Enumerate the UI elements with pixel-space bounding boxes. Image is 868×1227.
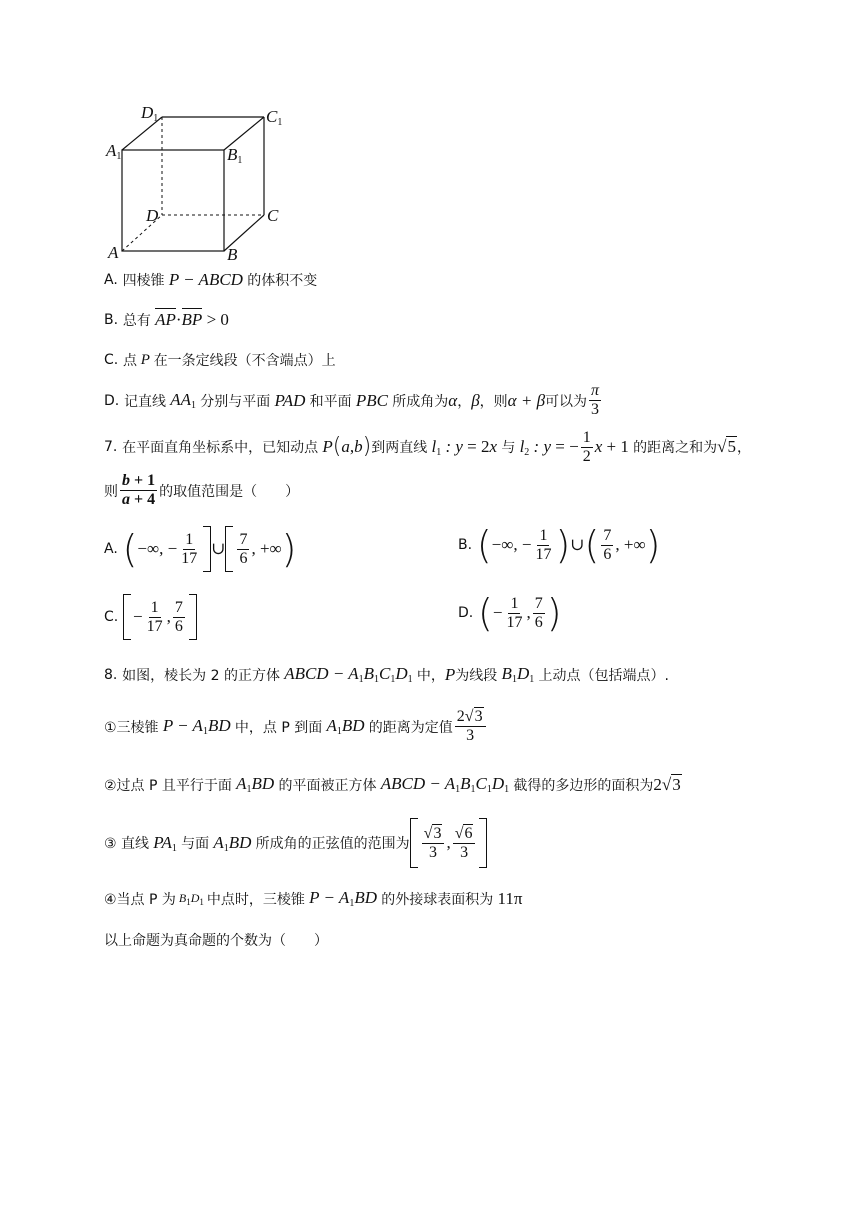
q6-option-a: A. 四棱锥 P − ABCD 的体积不变 [104, 270, 318, 289]
q7-stem-line2: 则 $\frac{b + 1}{a + 4}$ 的取值范围是（ ） [104, 472, 300, 508]
q8-question: 以上命题为真命题的个数为（ ） [104, 933, 328, 949]
label-a: A [108, 243, 119, 262]
q8-statement-2: ②过点 P 且平行于面 $A_1BD$ 的平面被正方体 ABCD − $A_1B_1C_1D_1$ 截得的多边形的面积为 2√3 [104, 774, 681, 795]
q7-option-c: C. − $\frac{1}{17}$ , $\frac{7}{6}$ [104, 594, 197, 640]
q6-option-d: D. 记直线 $AA_1$ 分别与平面 PAD 和平面 PBC 所成角为 α ， β ，则 α + β 可以为 $\frac{\pi}{3}$ [104, 382, 600, 418]
q8-stem: 8. 如图，棱长为 2 的正方体 ABCD − $A_1B_1C_1D_1$ 中， P 为线段 $B_1D_1$ 上动点（包括端点）. [104, 664, 669, 685]
q8-statement-3: ③ 直线 $PA_1$ 与面 $A_1BD$ 所成角的正弦值的范围为 $\frac{√3}{3}$ , $\frac{√6}{3}$ [104, 818, 487, 868]
q7-stem: 7. 在平面直角坐标系中，已知动点 P ( a , b ) 到两直线 $l_1$ : y = 2 x 与 $l_2$ : y = − $\frac{1}{2}$ x + 1 的距离之和为 √5 ， [104, 428, 751, 465]
q7-option-b: B. ( −∞, − $\frac{1}{17}$ ) ∪ ( $\frac{7}{6}$ , +∞ ) [458, 523, 661, 567]
q6-option-c: C. 点 P 在一条定线段（不含端点）上 [104, 351, 336, 369]
label-d1: $D_1$ [141, 103, 159, 124]
q8-statement-1: ①三棱锥 $P - A_1BD$ 中，点 P 到面 $A_1BD$ 的距离为定值 $\frac{2√3}{3}$ [104, 708, 488, 745]
q7-option-a: A. ( −∞, − $\frac{1}{17}$ ∪ $\frac{7}{6}$ , +∞ ) [104, 527, 297, 571]
label-d: D [146, 206, 159, 225]
q6-option-b: B. 总有 AP·BP > 0 [104, 310, 229, 329]
label-a1: $A_1$ [106, 141, 122, 162]
label-c1: $C_1$ [266, 107, 283, 128]
label-b1: $B_1$ [227, 145, 243, 166]
label-b: B [227, 245, 238, 264]
label-c: C [267, 206, 279, 225]
q7-option-d: D. ( − $\frac{1}{17}$ , $\frac{7}{6}$ ) [458, 591, 562, 635]
q8-statement-4: ④当点 P 为 $B_1D_1$ 中点时，三棱锥 $P - A_1BD$ 的外接球表面积为 11π [104, 888, 523, 909]
